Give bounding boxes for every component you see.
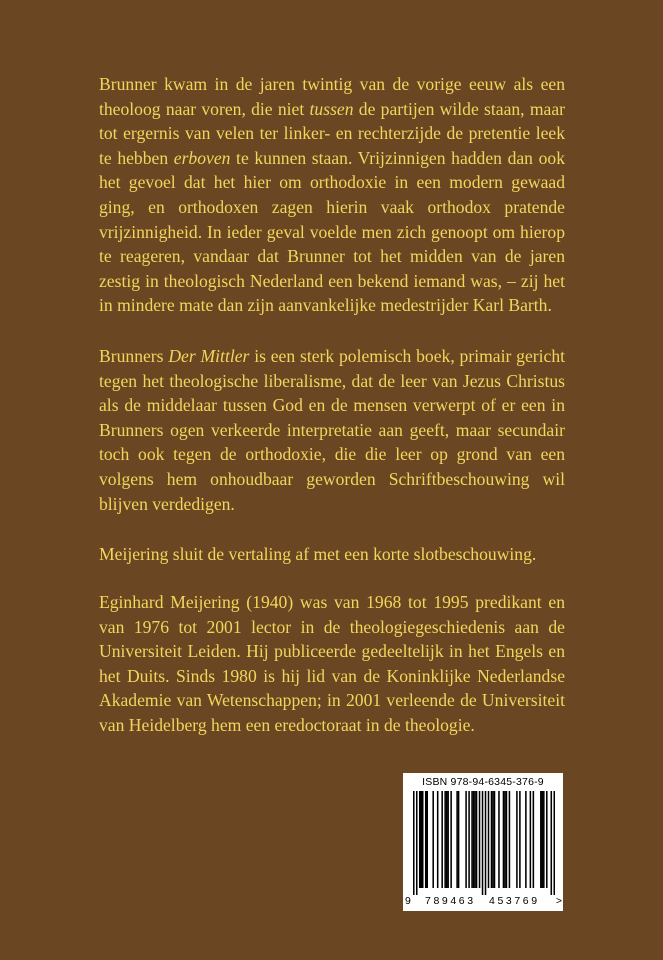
isbn-barcode	[403, 773, 563, 911]
blurb-paragraph-2	[99, 344, 565, 516]
barcode-bar	[503, 791, 505, 888]
barcode-bar	[516, 791, 518, 888]
barcode-bar	[509, 791, 511, 888]
barcode-bar	[485, 791, 487, 895]
paragraph-text	[99, 542, 565, 567]
italic-text-run: tussen	[309, 98, 354, 119]
barcode-bar	[474, 791, 476, 888]
barcode-bar	[525, 791, 527, 888]
text-run: Eginhard Meijering (1940) was van 1968 tot 1995 predikant en van 1976 tot 2001 lector in de theologiegeschiedenis aan de Universiteit Leiden. Hij publiceerde gedeeltelijk in het Engels en het Duits. Sinds 1980 is hij lid van de Koninklijke Nederlandse Akademie van Wetenschappen; in 2001 verleende de Universiteit van Heidelberg hem een eredoctoraat in de theologie.	[99, 592, 565, 735]
barcode-bar	[456, 791, 458, 888]
barcode-bar	[416, 791, 418, 895]
barcode-bar	[426, 791, 428, 888]
barcode-bar	[444, 791, 446, 888]
barcode-bar	[546, 791, 548, 888]
barcode-bar	[504, 791, 506, 888]
barcode-bar	[419, 791, 421, 888]
text-run: Meijering sluit de vertaling af met een korte slotbeschouwing.	[99, 544, 537, 564]
barcode-bar	[425, 791, 427, 888]
barcode-bar	[420, 791, 422, 888]
barcode-bar	[492, 791, 494, 888]
barcode-bar	[422, 791, 424, 888]
barcode-bar	[530, 791, 532, 888]
barcode-bar	[494, 791, 496, 888]
barcode-bar	[479, 791, 481, 888]
blurb-paragraph-3	[99, 542, 565, 567]
barcode-quiet-zone-mark: >	[555, 895, 562, 907]
barcode-bar	[446, 791, 448, 888]
barcode-bar	[519, 791, 521, 888]
barcode-bar	[491, 791, 493, 888]
barcode-bar	[413, 791, 415, 895]
paragraph-text	[99, 590, 565, 738]
barcode-bar	[450, 791, 452, 888]
barcode-bar	[465, 791, 467, 888]
barcode-bar	[540, 791, 542, 888]
barcode-bar	[482, 791, 484, 895]
barcode-bar	[551, 791, 553, 895]
text-run: te kunnen staan. Vrijzinnigen hadden dan ook het gevoel dat het hier om orthodoxie in een modern gewaad ging, en orthodoxen zagen hierin vaak orthodox pratende vrijzinnigheid. In ieder geval voelde men zich genoopt om hierop te reageren, vandaar dat Brunner tot het midden van de jaren zestig in theologisch Nederland een bekend iemand was, – zij het in mindere mate dan zijn aanvankelijke medestrijder Karl Barth.	[99, 147, 565, 316]
text-run: is een sterk polemisch boek, primair gericht tegen het theologische liberalisme, dat de leer van Jezus Christus als de middelaar tussen God en de mensen verwerpt of er een in Brunners ogen verkeerde interpretatie aan geeft, maar secundair toch ook tegen de orthodoxie, die die leer op grond van een volgens hem onhoudbaar geworden Schriftbeschouwing wil blijven verdedigen.	[99, 346, 566, 514]
paragraph-text	[99, 344, 565, 516]
barcode-bar	[437, 791, 439, 888]
barcode-bar	[542, 791, 544, 888]
barcode-bar	[458, 791, 460, 888]
paragraph-text	[99, 72, 565, 318]
barcode-left-digits: 789463	[425, 895, 476, 907]
barcode-bar	[441, 791, 443, 888]
barcode-bar	[432, 791, 434, 888]
barcode-bar	[533, 791, 535, 888]
text-run: de partijen wilde staan, maar tot ergernis van velen ter linker- en rechterzijde de pretentie leek te hebben	[99, 98, 565, 168]
barcode-bars	[413, 791, 555, 895]
barcode-bar	[488, 791, 490, 888]
author-bio-paragraph	[99, 590, 565, 738]
italic-text-run: erboven	[173, 147, 231, 168]
barcode-bar	[498, 791, 500, 888]
barcode-bar	[473, 791, 475, 888]
barcode-bar	[471, 791, 473, 888]
barcode-bar	[506, 791, 508, 888]
blurb-paragraph-1	[99, 72, 565, 318]
barcode-bar	[468, 791, 470, 888]
barcode-bar	[447, 791, 449, 888]
barcode-bar	[476, 791, 478, 888]
barcode-first-digit: 9	[405, 895, 411, 907]
barcode-right-digits: 453769	[489, 895, 540, 907]
barcode-bar	[543, 791, 545, 888]
text-run: Brunner kwam in de jaren twintig van de vorige eeuw als een theoloog naar voren, die niet	[99, 74, 565, 119]
barcode-bar	[554, 791, 555, 895]
italic-text-run: Der Mittler	[168, 346, 250, 366]
text-run: Brunners	[99, 346, 169, 366]
isbn-label: ISBN 978-94-6345-376-9	[422, 776, 544, 788]
